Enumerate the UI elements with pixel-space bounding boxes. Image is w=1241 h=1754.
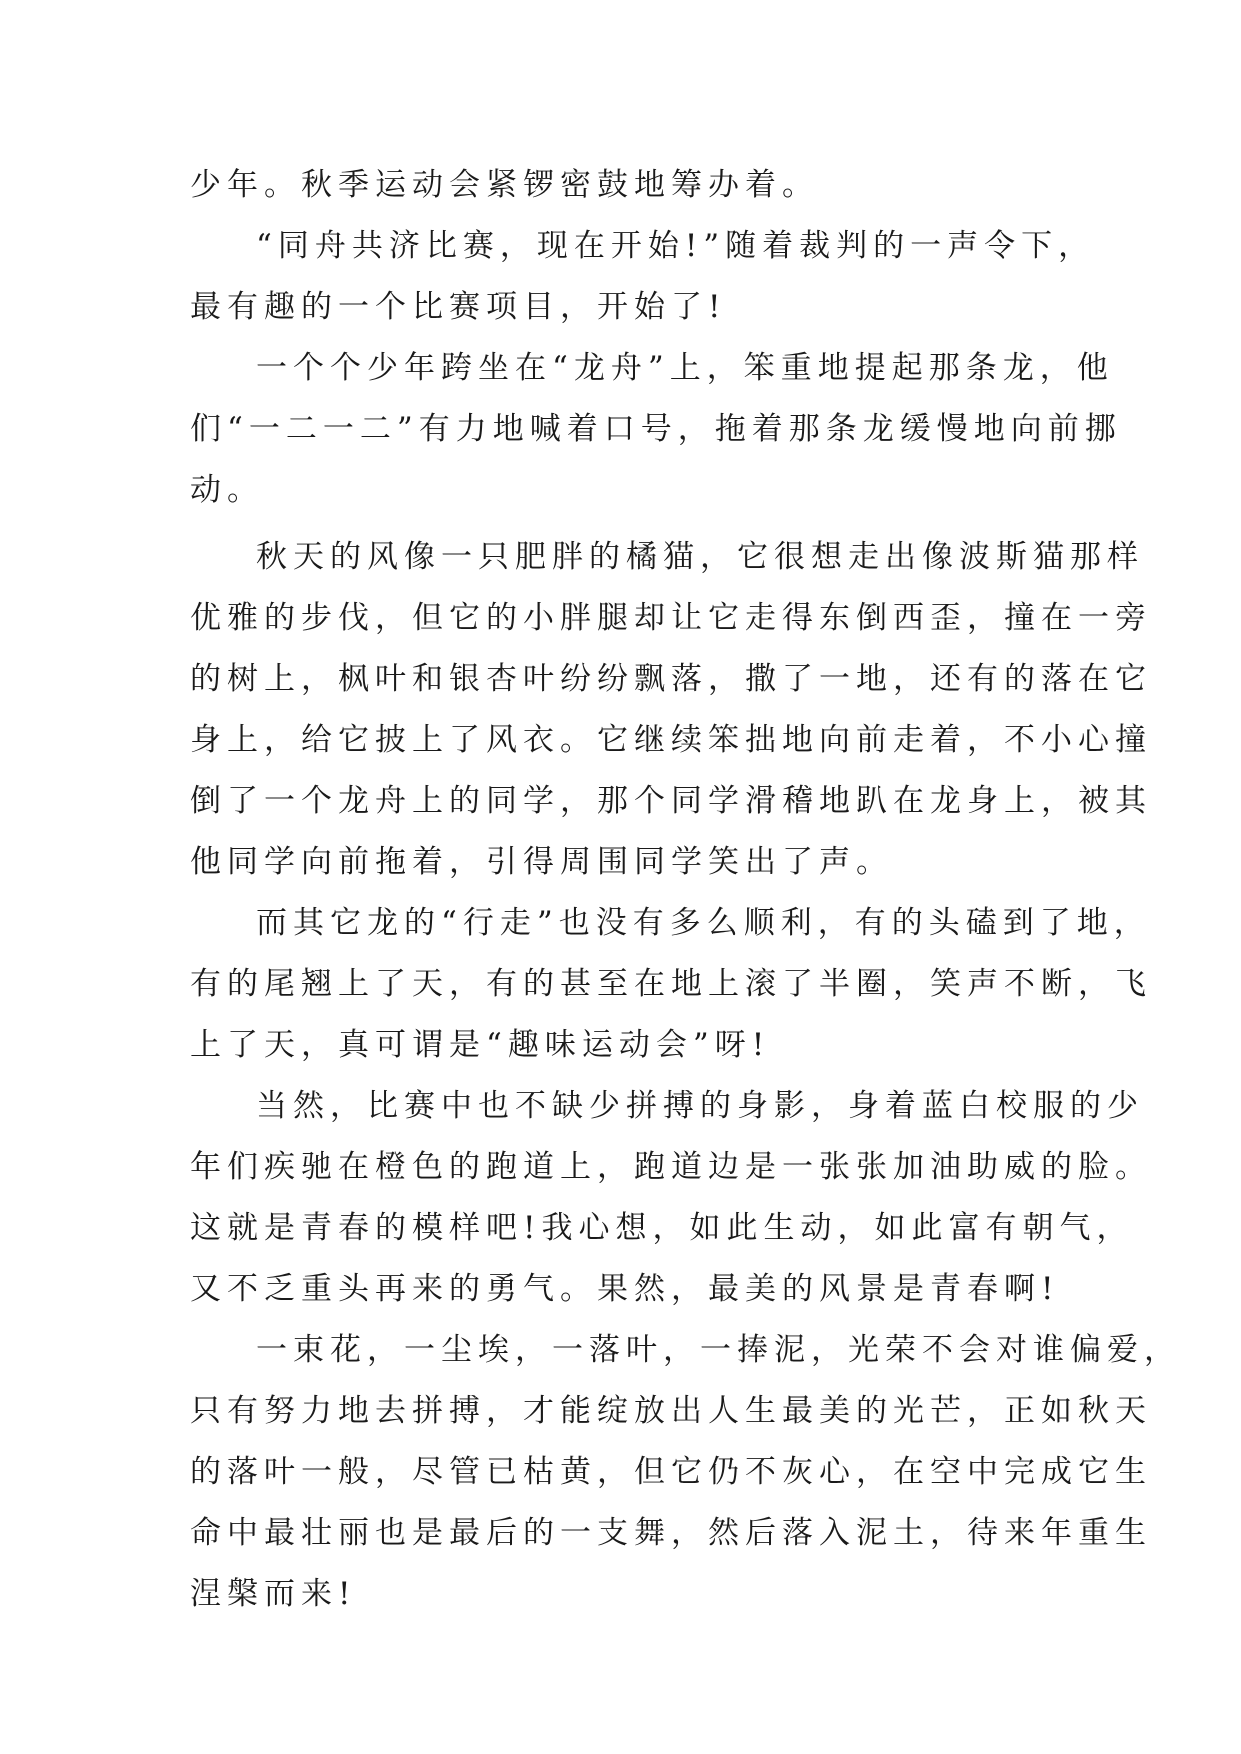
paragraph-line: 这就是青春的模样吧!我心想，如此生动，如此富有朝气，: [190, 1210, 1134, 1246]
paragraph-5: [190, 893, 1152, 1076]
paragraph-line: 有的尾翘上了天，有的甚至在地上滚了半圈，笑声不断，飞: [190, 966, 1152, 1002]
paragraph-7: [190, 1320, 1181, 1625]
paragraph-line: 少年。秋季运动会紧锣密鼓地筹办着。: [190, 167, 819, 203]
paragraph-line: 秋天的风像一只肥胖的橘猫，它很想走出像波斯猫那样: [256, 539, 1144, 575]
paragraph-line: 身上，给它披上了风衣。它继续笨拙地向前走着，不小心撞: [190, 722, 1152, 758]
paragraph-line: 动。: [190, 472, 264, 508]
paragraph-4: [190, 527, 1152, 893]
paragraph-line: 上了天，真可谓是“趣味运动会”呀!: [190, 1027, 771, 1063]
paragraph-line: 的落叶一般，尽管已枯黄，但它仍不灰心，在空中完成它生: [190, 1454, 1152, 1490]
paragraph-2: [190, 216, 1096, 338]
paragraph-line: 们“一二一二”有力地喊着口号，拖着那条龙缓慢地向前挪: [190, 411, 1122, 447]
paragraph-line: 又不乏重头再来的勇气。果然，最美的风景是青春啊!: [190, 1271, 1060, 1307]
paragraph-line: 只有努力地去拼搏，才能绽放出人生最美的光芒，正如秋天: [190, 1393, 1152, 1429]
paragraph-line: 一束花，一尘埃，一落叶，一捧泥，光荣不会对谁偏爱，: [256, 1332, 1181, 1368]
document-body: [190, 155, 1181, 1625]
paragraph-line: 倒了一个龙舟上的同学，那个同学滑稽地趴在龙身上，被其: [190, 783, 1152, 819]
paragraph-line: 的树上，枫叶和银杏叶纷纷飘落，撒了一地，还有的落在它: [190, 661, 1152, 697]
paragraph-line: “同舟共济比赛，现在开始!”随着裁判的一声令下，: [256, 228, 1096, 264]
paragraph-line: 当然，比赛中也不缺少拼搏的身影，身着蓝白校服的少: [256, 1088, 1144, 1124]
paragraph-line: 命中最壮丽也是最后的一支舞，然后落入泥土，待来年重生: [190, 1515, 1152, 1551]
paragraph-line: 他同学向前拖着，引得周围同学笑出了声。: [190, 844, 893, 880]
paragraph-line: 优雅的步伐，但它的小胖腿却让它走得东倒西歪，撞在一旁: [190, 600, 1152, 636]
paragraph-line: 年们疾驰在橙色的跑道上，跑道边是一张张加油助威的脸。: [190, 1149, 1152, 1185]
paragraph-3: [190, 338, 1122, 521]
paragraph-line: 而其它龙的“行走”也没有多么顺利，有的头磕到了地，: [256, 905, 1151, 941]
paragraph-line: 最有趣的一个比赛项目，开始了!: [190, 289, 727, 325]
paragraph-6: [190, 1076, 1152, 1320]
paragraph-1: [190, 155, 1065, 216]
paragraph-line: 一个个少年跨坐在“龙舟”上，笨重地提起那条龙，他: [256, 350, 1114, 386]
paragraph-line: 涅槃而来!: [190, 1576, 357, 1612]
